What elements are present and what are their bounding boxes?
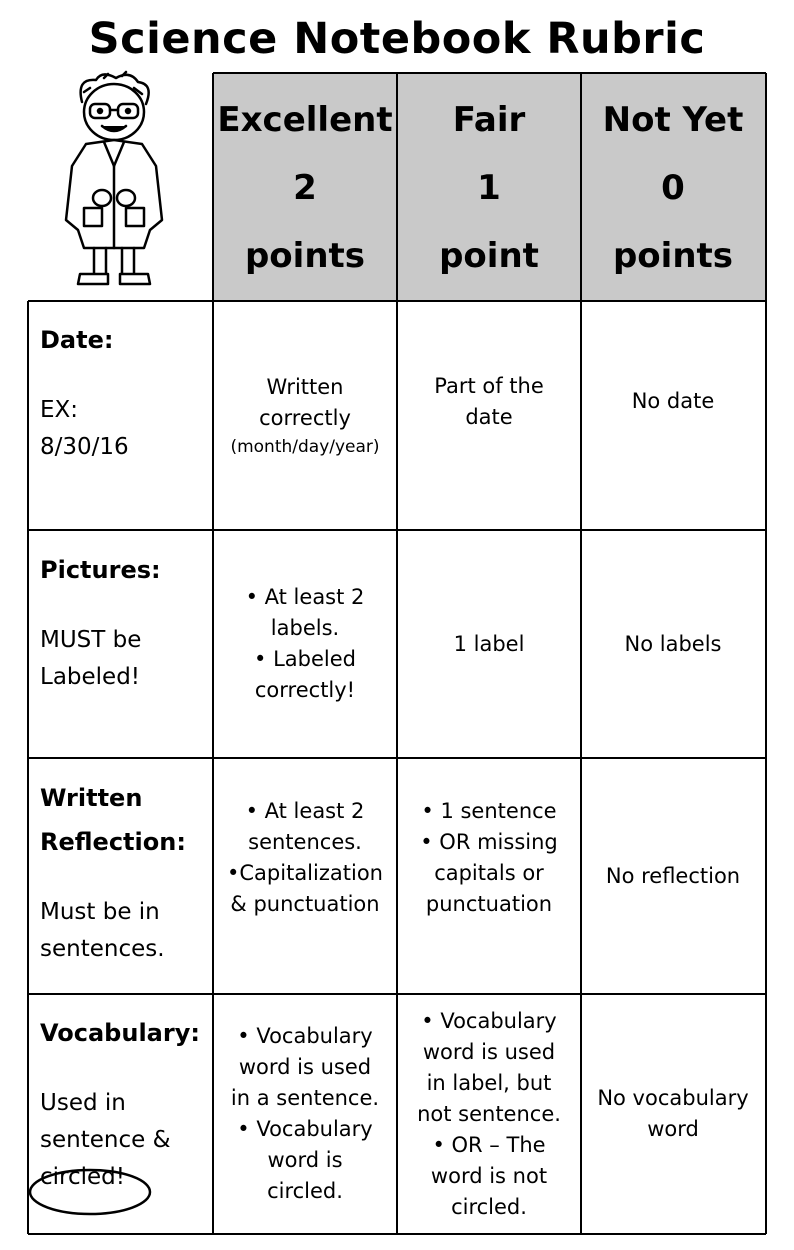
cell-text: word is not [430, 1163, 548, 1188]
cell-text: date [465, 404, 513, 429]
header-level: Fair [452, 99, 526, 140]
criterion-note: sentences. [40, 936, 165, 962]
cell-text: in label, but [426, 1070, 552, 1095]
cell-text: Written [266, 374, 344, 399]
criterion-label: Reflection: [40, 828, 186, 856]
cell-text: No vocabulary [597, 1086, 749, 1110]
criterion-note: Used in [40, 1090, 126, 1116]
cell-text: not sentence. [417, 1101, 561, 1126]
cell-text: & punctuation [230, 892, 380, 916]
cell-text: correctly! [254, 678, 356, 702]
cell-text: 1 label [453, 631, 525, 656]
criterion-note: EX: [40, 397, 79, 423]
bullet-item: • Vocabulary [237, 1024, 373, 1048]
criterion-label: Pictures: [40, 556, 161, 584]
bullet-item: • Vocabulary [237, 1117, 373, 1141]
header-unit: points [612, 235, 734, 276]
cell-text: Part of the [434, 373, 544, 398]
criterion-note: Labeled! [40, 664, 141, 690]
bullet-item: • Vocabulary [421, 1008, 557, 1033]
circled-word: circled! [40, 1164, 125, 1190]
criterion-label: Vocabulary: [40, 1019, 200, 1047]
bullet-item: • At least 2 [245, 799, 365, 823]
cell-text: correctly [259, 405, 351, 430]
header-unit: point [439, 235, 539, 276]
cell-text: No date [631, 389, 715, 413]
header-unit: points [244, 235, 366, 276]
cell-text: word is used [238, 1055, 372, 1079]
cell-text: word is used [422, 1039, 556, 1064]
criterion-note: Must be in [40, 899, 160, 925]
header-score: 2 [293, 167, 317, 208]
bullet-item: •Capitalization [227, 861, 383, 885]
header-level: Not Yet [602, 99, 744, 140]
cell-text: punctuation [425, 892, 553, 916]
header-score: 0 [661, 167, 685, 208]
cell-text: circled. [267, 1179, 343, 1203]
bullet-item: • OR – The [432, 1132, 546, 1157]
cell-text: No labels [624, 631, 722, 656]
cell-text: in a sentence. [230, 1086, 380, 1110]
header-score: 1 [477, 167, 501, 208]
criterion-label: Written [40, 784, 143, 812]
cell-text: word is [267, 1148, 343, 1172]
cell-note: (month/day/year) [230, 436, 380, 457]
bullet-item: • OR missing [420, 830, 558, 854]
cell-text: capitals or [434, 861, 544, 885]
page-title: Science Notebook Rubric [88, 14, 706, 64]
cell-text: word [647, 1117, 699, 1141]
cell-text: sentences. [248, 830, 362, 854]
criterion-note: sentence & [40, 1127, 171, 1153]
bullet-item: • 1 sentence [421, 799, 557, 823]
header-level: Excellent [217, 99, 393, 140]
cell-text: labels. [270, 616, 340, 640]
cell-text: No reflection [605, 863, 741, 888]
bullet-item: • At least 2 [245, 585, 365, 609]
criterion-label: Date: [40, 326, 114, 354]
criterion-note: 8/30/16 [40, 434, 129, 460]
criterion-note: MUST be [40, 627, 142, 653]
cell-text: circled. [451, 1194, 527, 1219]
bullet-item: • Labeled [254, 647, 356, 671]
circle-mark [30, 1170, 150, 1214]
